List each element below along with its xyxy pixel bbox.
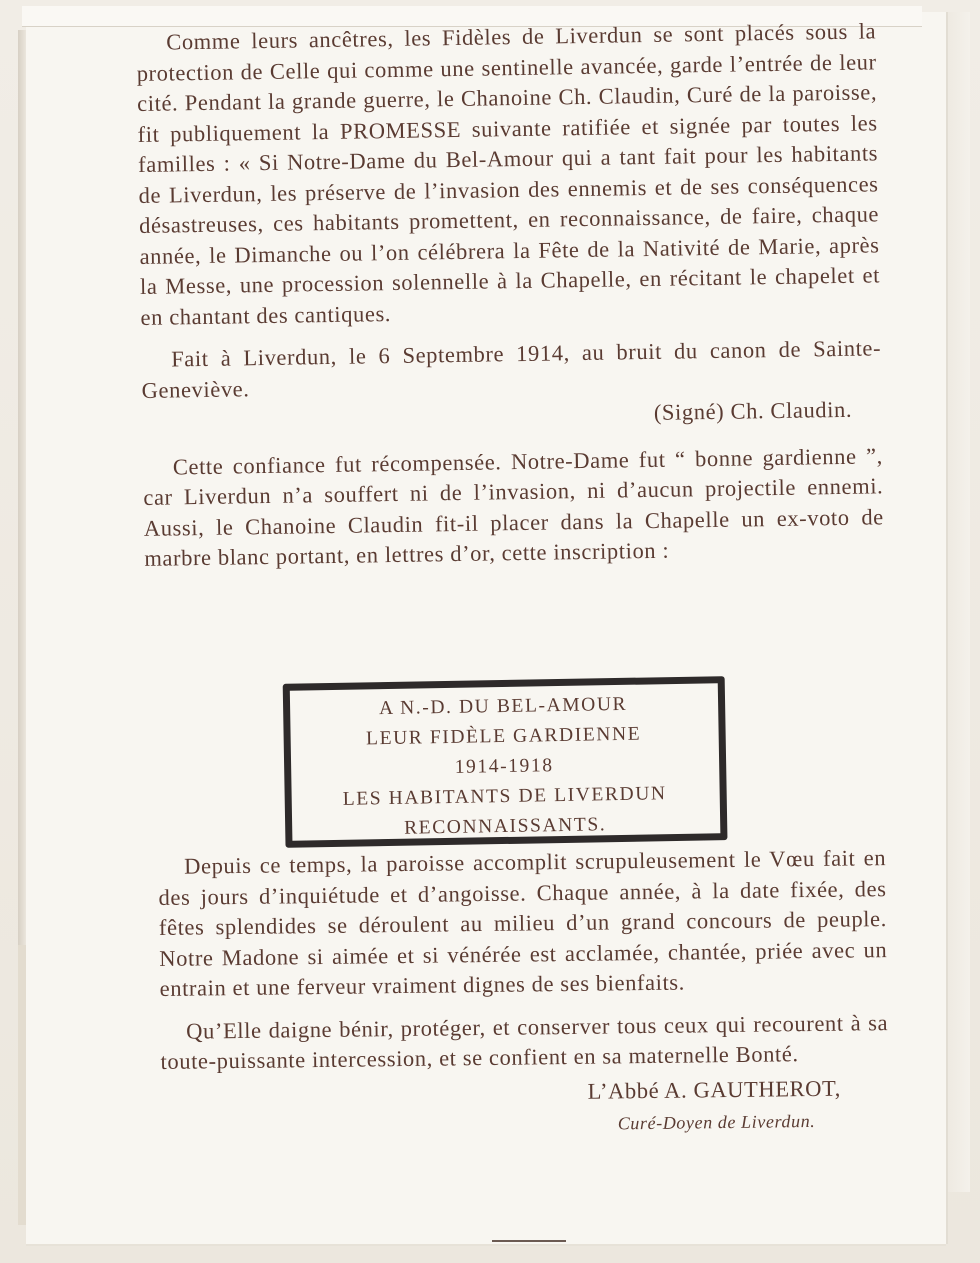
upper-text-block (136, 16, 884, 574)
inscription-text (293, 688, 716, 845)
paragraph-date-place: Fait à Liverdun, le 6 Septembre 1914, au bruit du canon de Sainte-Geneviève. (141, 335, 882, 403)
paragraph-promise: Comme leurs ancêtres, les Fidèles de Liverdun se sont placés sous la protection de Celle qui comme une sentinelle avancée, garde l’entrée de leur cité. Pendant la grande guerre, le Chanoine Ch. Claudin, Curé de la paroisse, fit publiquement la PROMESSE suivante ratifiée et signée par toutes les familles : « Si Notre-Dame du Bel-Amour qui a tant fait pour les habitants de Liverdun, les préserve de l’invasion des ennemis et de ses conséquences désastreuses, ces habitants promettent, en reconnaissance, de faire, chaque année, le Dimanche ou l’on célébrera la Fête de la Nativité de Marie, après la Messe, une procession solennelle à la Chapelle, en récitant le chapelet et en chantant des cantiques. (136, 18, 881, 330)
signature-claudin: (Signé) Ch. Claudin. (653, 396, 853, 425)
inscription (283, 668, 726, 846)
paragraph-vow: Depuis ce temps, la paroisse accomplit scrupuleusement le Vœu fait en des jours d’inquiétude et d’angoisse. Chaque année, à la date fixée, des fêtes splendides se déroulent au milieu d’un grand concours de peuple. Notre Madone si aimée et si vénérée est acclamée, chantée, priée avec un entrain et une ferveur vraiment dignes de ses bienfaits. (158, 845, 888, 1001)
signature-gautherot: L’Abbé A. GAUTHEROT, (587, 1075, 842, 1104)
paragraph-blessing: Qu’Elle daigne bénir, protéger, et conserver tous ceux qui recourent à sa toute-puissante intercession, et se confient en sa maternelle Bonté. (160, 1009, 889, 1074)
signature-gautherot-title: Curé-Doyen de Liverdun. (617, 1110, 816, 1134)
inscription-line-2: LEUR FIDÈLE GARDIENNE (365, 723, 642, 750)
inscription-line-5: RECONNAISSANTS. (403, 814, 607, 839)
inscription-line-1: A N.-D. DU BEL-AMOUR (378, 693, 628, 720)
lower-text-block (158, 843, 890, 1144)
bottom-rule (492, 1240, 566, 1242)
inscription-line-4: LES HABITANTS DE LIVERDUN (342, 783, 667, 810)
paragraph-confidence: Cette confiance fut récompensée. Notre-Dame fut “ bonne gardienne ”, car Liverdun n’a souffert ni de l’invasion, ni d’aucun projectile ennemi. Aussi, le Chanoine Claudin fit-il placer dans la Chapelle un ex-voto de marbre blanc portant, en lettres d’or, cette inscription : (143, 442, 884, 571)
inscription-line-3: 1914-1918 (454, 755, 554, 778)
